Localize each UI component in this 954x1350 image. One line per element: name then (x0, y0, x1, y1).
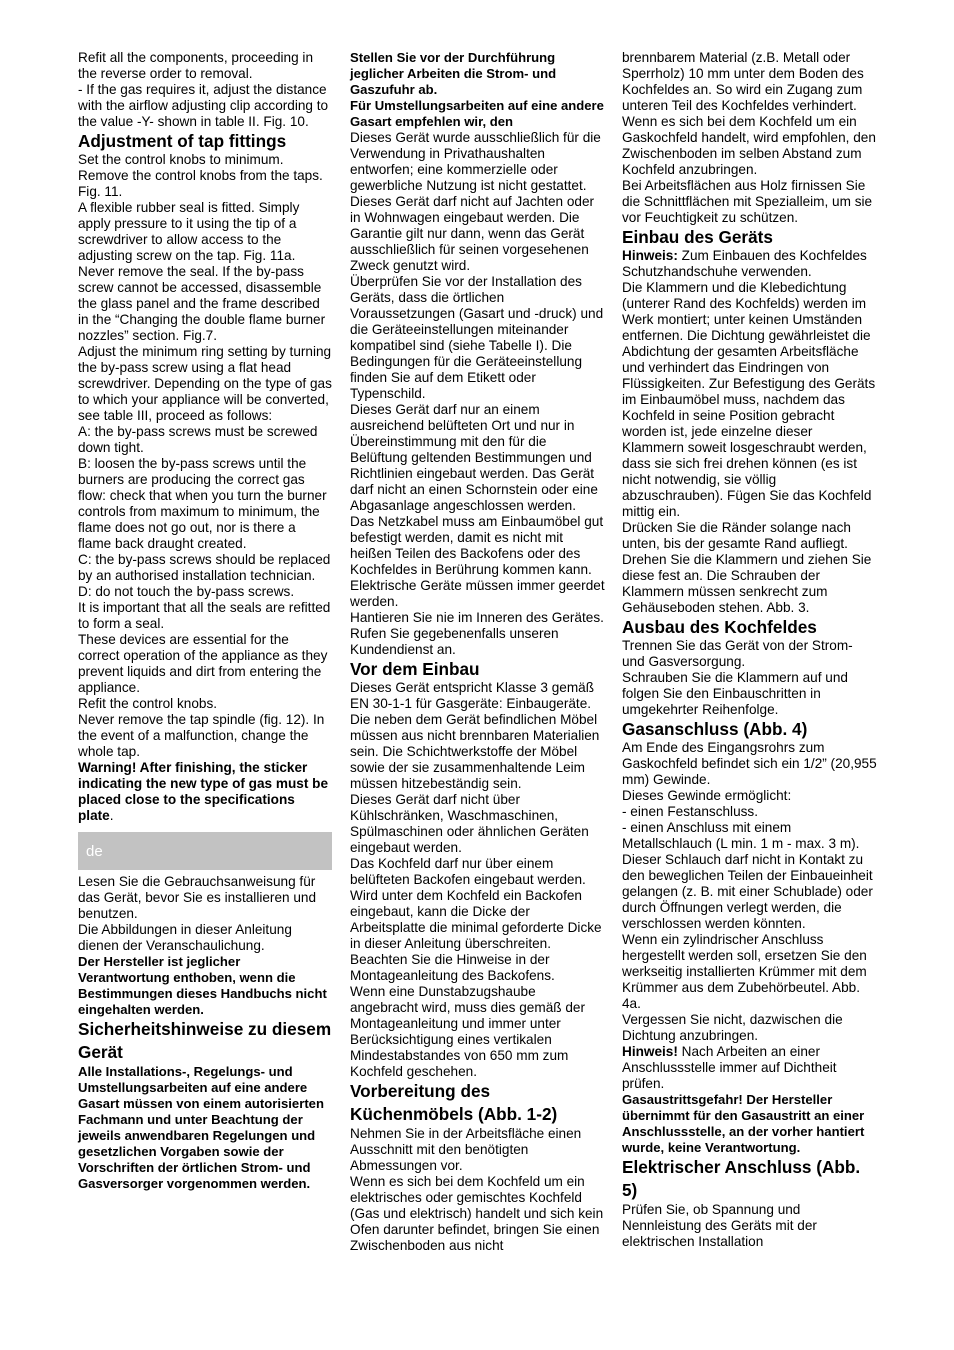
paragraph: Dieses Gerät darf nur an einem ausreichend belüfteten Ort und nur in Übereinstimmung mit den für die Belüftung geltenden Bestimmungen und Richtlinien eingebaut werden. Das Gerät darf nicht an einen Schornstein oder eine Abgasanlage angeschlossen werden. (350, 402, 598, 513)
paragraph: Dieses Gewinde ermöglicht: (622, 788, 792, 803)
hinweis-label: Hinweis! (622, 1044, 678, 1059)
paragraph: Bei Arbeitsflächen aus Holz firnissen Sie die Schnittflächen mit Spezialleim, um sie vor Feuchtigkeit zu schützen. (622, 178, 873, 225)
paragraph: C: the by-pass screws should be replaced by an authorised installation technician. (78, 552, 331, 583)
paragraph: D: do not touch the by-pass screws. (78, 584, 295, 599)
paragraph: Set the control knobs to minimum. (78, 152, 284, 167)
hinweis-text: Zum Einbauen des Kochfeldes Schutzhandschuhe verwenden. (622, 248, 867, 279)
paragraph: A: the by-pass screws must be screwed down tight. (78, 424, 318, 455)
column-1 (78, 50, 332, 1192)
heading-adjustment-of-tap-fittings: Adjustment of tap fittings (78, 131, 287, 151)
heading-vorbereitung-des-kuechenmoebels: Vorbereitung des Küchenmöbels (Abb. 1-2) (350, 1081, 558, 1124)
hinweis-paragraph (622, 248, 878, 280)
paragraph: Die Abbildungen in dieser Anleitung dienen der Veranschaulichung. (78, 922, 292, 953)
paragraph: Wenn eine Dunstabzugshaube angebracht wird, muss dies gemäß der Montageanleitung und immer unter Berücksichtigung eines vertikalen Mindestabstandes von 650 mm zum Kochfeld geschehen. (350, 984, 585, 1079)
paragraph: Trennen Sie das Gerät von der Strom- und Gasversorgung. (622, 638, 853, 669)
heading-vor-dem-einbau: Vor dem Einbau (350, 659, 480, 679)
heading-elektrischer-anschluss: Elektrischer Anschluss (Abb. 5) (622, 1157, 861, 1200)
column-2 (350, 50, 606, 1254)
paragraph: Überprüfen Sie vor der Installation des Geräts, dass die örtlichen Voraussetzungen (Gasart und -druck) und die Geräteeinstellungen miteinander kompatibel sind (siehe Tabelle I). Die Bedingungen für die Geräteeinstellung finden Sie auf dem Etikett oder Typenschild. (350, 274, 604, 401)
language-section-bar (78, 832, 332, 870)
paragraph: Am Ende des Eingangsrohrs zum Gaskochfeld befindet sich ein 1/2” (20,955 mm) Gewinde. (622, 740, 877, 787)
paragraph: Die Klammern und die Klebedichtung (unterer Rand des Kochfelds) werden im Werk montiert; unter keinen Umständen entfernen. Die Dichtung gewährleistet die Abdichtung der gesamten Arbeitsfläche und verhindert das Eindringen von Flüssigkeiten. Zur Befestigung des Geräts im Einbaumöbel muss, nachdem das Kochfeld in seine Position gebracht worden ist, jede einzelne dieser Klammern soweit losgeschraubt werden, dass sie sich frei drehen können (es ist nicht notwendig, sie völlig abzuschrauben). Fügen Sie das Kochfeld mittig ein. (622, 280, 876, 519)
paragraph: Wenn es sich bei dem Kochfeld um ein elektrisches oder gemischtes Kochfeld (Gas und elektrisch) handelt und sich kein Ofen darunter befindet, bringen Sie einen Zwischenboden aus nicht (350, 1174, 604, 1253)
language-label: de (86, 842, 103, 860)
paragraph: Remove the control knobs from the taps. Fig. 11. (78, 168, 323, 199)
paragraph: - einen Anschluss mit einem Metallschlauch (L min. 1 m - max. 3 m). Dieser Schlauch darf nicht in Kontakt zu den beweglichen Teilen der Einbaueinheit gelangen (z. B. mit einer Schublade) oder durch Öffnungen verlegt werden, die verschlossen werden könnten. (622, 820, 873, 931)
heading-gasanschluss: Gasanschluss (Abb. 4) (622, 719, 808, 739)
warning-tail: . (109, 808, 114, 823)
paragraph: Das Netzkabel muss am Einbaumöbel gut befestigt werden, damit es nicht mit heißen Teilen des Backofens oder des Kochfeldes in Berührung kommen kann. Elektrische Geräte müssen immer geerdet werden. (350, 514, 605, 609)
paragraph: Dieses Gerät wurde ausschließlich für die Verwendung in Privathaushalten entworfen; eine kommerzielle oder gewerbliche Nutzung ist nicht gestattet. Dieses Gerät darf nicht auf Jachten oder in Wohnwagen eingebaut werden. Die Garantie gilt nur dann, wenn das Gerät ausschließlich für seinen vorgesehenen Zweck genutzt wird. (350, 130, 601, 273)
paragraph: Refit all the components, proceeding in the reverse order to removal. (78, 50, 314, 81)
paragraph: B: loosen the by-pass screws until the burners are producing the correct gas flow: check that when you turn the burner controls from maximum to minimum, the flame does not go out, nor is there a flame back draught created. (78, 456, 327, 551)
bold-paragraph: Der Hersteller ist jeglicher Verantwortung enthoben, wenn die Bestimmungen dieses Handbuchs nicht eingehalten werden. (78, 954, 327, 1017)
paragraph: Adjust the minimum ring setting by turning the by-pass screw using a flat head screwdriver. Depending on the type of gas to which your appliance will be converted, see table III, proceed as follows: (78, 344, 332, 423)
bold-paragraph: Gasaustrittsgefahr! Der Hersteller übernimmt für den Gasaustritt an einer Anschlussstelle, an der vorher hantiert wurde, keine Verantwortung. (622, 1092, 865, 1155)
paragraph: Schrauben Sie die Klammern auf und folgen Sie den Einbauschritten in umgekehrter Reihenfolge. (622, 670, 848, 717)
bold-paragraph: Stellen Sie vor der Durchführung jeglicher Arbeiten die Strom- und Gaszufuhr ab. (350, 50, 557, 97)
heading-sicherheitshinweise: Sicherheitshinweise zu diesem Gerät (78, 1019, 332, 1062)
paragraph: Lesen Sie die Gebrauchsanweisung für das Gerät, bevor Sie es installieren und benutzen. (78, 874, 317, 921)
paragraph: Prüfen Sie, ob Spannung und Nennleistung des Geräts mit der elektrischen Installation (622, 1202, 817, 1249)
heading-ausbau-des-kochfeldes: Ausbau des Kochfeldes (622, 617, 817, 637)
paragraph: - If the gas requires it, adjust the distance with the airflow adjusting clip according to the value -Y- shown in table II. Fig. 10. (78, 82, 329, 129)
paragraph: A flexible rubber seal is fitted. Simply apply pressure to it using the tip of a screwdriver to allow access to the adjusting screw on the tap. Fig. 11a. (78, 200, 300, 263)
column-3 (622, 50, 878, 1250)
hinweis-label: Hinweis: (622, 248, 678, 263)
heading-einbau-des-geraets: Einbau des Geräts (622, 227, 773, 247)
paragraph: Dieses Gerät entspricht Klasse 3 gemäß EN 30-1-1 für Gasgeräte: Einbaugeräte. Die neben dem Gerät befindlichen Möbel müssen aus nicht brennbaren Materialien sein. Die Schichtwerkstoffe der Möbel sowie der sie zusammenhaltende Leim müssen hitzebeständig sein. (350, 680, 600, 791)
paragraph: It is important that all the seals are refitted to form a seal. (78, 600, 331, 631)
warning-paragraph (78, 760, 332, 824)
paragraph: Hantieren Sie nie im Inneren des Gerätes. Rufen Sie gegebenenfalls unseren Kundendienst an. (350, 610, 604, 657)
paragraph: Das Kochfeld darf nur über einem belüfteten Backofen eingebaut werden. Wird unter dem Kochfeld ein Backofen eingebaut, kann die Dicke der Arbeitsplatte die minimal geforderte Dicke in dieser Anleitung überschreiten. Beachten Sie die Hinweise in der Montageanleitung des Backofens. (350, 856, 602, 983)
paragraph: Drücken Sie die Ränder solange nach unten, bis der gesamte Rand aufliegt. Drehen Sie die Klammern und ziehen Sie diese fest an. Die Schrauben der Klammern müssen senkrecht zum Gehäuseboden stehen. Abb. 3. (622, 520, 872, 615)
paragraph: Never remove the tap spindle (fig. 12). In the event of a malfunction, change the whole tap. (78, 712, 325, 759)
hinweis-paragraph (622, 1044, 878, 1092)
bold-paragraph: Alle Installations-, Regelungs- und Umstellungsarbeiten auf eine andere Gasart müssen von einem autorisierten Fachmann und unter Beachtung der jeweils anwendbaren Regelungen und gesetzlichen Vorgaben sowie der Vorschriften der örtlichen Strom- und Gasversorger vorgenommen werden. (78, 1064, 324, 1191)
paragraph: Refit the control knobs. (78, 696, 218, 711)
paragraph: Dieses Gerät darf nicht über Kühlschränken, Waschmaschinen, Spülmaschinen oder ähnlichen Geräten eingebaut werden. (350, 792, 589, 855)
paragraph: brennbarem Material (z.B. Metall oder Sperrholz) 10 mm unter dem Boden des Kochfeldes an. So wird ein Zugang zum unteren Teil des Kochfeldes verhindert. Wenn es sich bei dem Kochfeld um ein Gaskochfeld handelt, wird empfohlen, den Zwischenboden im selben Abstand zum Kochfeld anzubringen. (622, 50, 876, 177)
paragraph: These devices are essential for the correct operation of the appliance as they prevent liquids and dirt from entering the appliance. (78, 632, 328, 695)
bold-paragraph: Für Umstellungsarbeiten auf eine andere Gasart empfehlen wir, den (350, 98, 604, 129)
warning-bold-text: Warning! After finishing, the sticker indicating the new type of gas must be placed close to the specifications plate (78, 760, 329, 823)
paragraph: Nehmen Sie in der Arbeitsfläche einen Ausschnitt mit den benötigten Abmessungen vor. (350, 1126, 582, 1173)
hinweis-text: Nach Arbeiten an einer Anschlussstelle immer auf Dichtheit prüfen. (622, 1044, 837, 1091)
paragraph: - einen Festanschluss. (622, 804, 759, 819)
paragraph: Never remove the seal. If the by-pass screw cannot be accessed, disassemble the glass panel and the frame described in the “Changing the double flame burner nozzles” section. Fig.7. (78, 264, 326, 343)
paragraph: Vergessen Sie nicht, dazwischen die Dichtung anzubringen. (622, 1012, 843, 1043)
paragraph: Wenn ein zylindrischer Anschluss hergestellt werden soll, ersetzen Sie den werkseitig installierten Krümmer mit dem Krümmer aus dem Zubehörbeutel. Abb. 4a. (622, 932, 867, 1011)
